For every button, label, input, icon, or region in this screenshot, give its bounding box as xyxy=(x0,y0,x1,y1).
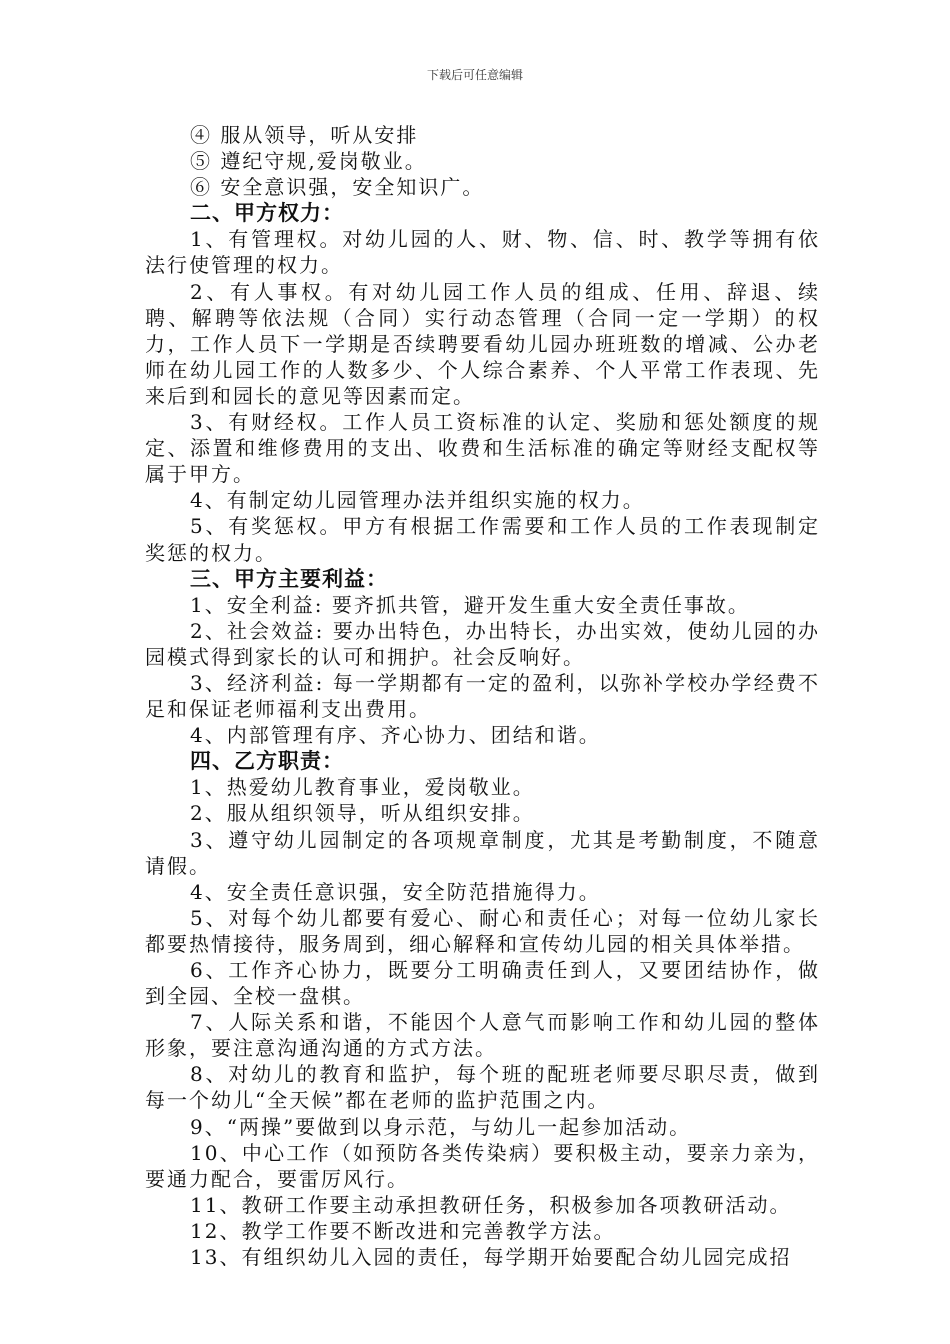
paragraph: 4、安全责任意识强，安全防范措施得力。 xyxy=(190,879,601,904)
paragraph: 5、有奖惩权。甲方有根据工作需要和工作人员的工作表现制定奖惩的权力。 xyxy=(145,514,820,565)
paragraph: ⑥ 安全意识强，安全知识广。 xyxy=(190,175,485,200)
paragraph: 3、有财经权。工作人员工资标准的认定、奖励和惩处额度的规定、添置和维修费用的支出、收费和生活标准的确定等财经支配权等属于甲方。 xyxy=(145,410,820,487)
paragraph: 10、中心工作（如预防各类传染病）要积极主动，要亲力亲为，要通力配合，要雷厉风行。 xyxy=(145,1140,820,1191)
paragraph: 2、服从组织领导，听从组织安排。 xyxy=(190,801,535,826)
paragraph: 1、安全利益: 要齐抓共管，避开发生重大安全责任事故。 xyxy=(190,592,750,617)
paragraph: 5、对每个幼儿都要有爱心、耐心和责任心；对每一位幼儿家长都要热情接待，服务周到，细心解释和宣传幼儿园的相关具体举措。 xyxy=(145,905,820,956)
paragraph: 12、教学工作要不断改进和完善教学方法。 xyxy=(190,1218,616,1243)
paragraph: 3、遵守幼儿园制定的各项规章制度，尤其是考勤制度，不随意请假。 xyxy=(145,827,820,878)
paragraph: ⑤ 遵纪守规,爱岗敬业。 xyxy=(190,149,427,174)
paragraph: 1、热爱幼儿教育事业，爱岗敬业。 xyxy=(190,775,535,800)
paragraph: 9、“两操”要做到以身示范，与幼儿一起参加活动。 xyxy=(190,1114,692,1139)
paragraph: 2、有人事权。有对幼儿园工作人员的组成、任用、辞退、续聘、解聘等依法规（合同）实行动态管理（合同一定一学期）的权力，工作人员下一学期是否续聘要看幼儿园办班班数的增减、公办老师在幼儿园工作的人数多少、个人综合素养、个人平常工作表现、先来后到和园长的意见等因素而定。 xyxy=(145,279,820,408)
paragraph: 3、经济利益: 每一学期都有一定的盈利，以弥补学校办学经费不足和保证老师福利支出费用。 xyxy=(145,670,820,722)
paragraph: 4、有制定幼儿园管理办法并组织实施的权力。 xyxy=(190,488,645,513)
paragraph: 8、对幼儿的教育和监护，每个班的配班老师要尽职尽责，做到每一个幼儿“全天候”都在老师的监护范围之内。 xyxy=(145,1062,820,1113)
paragraph: 11、教研工作要主动承担教研任务，积极参加各项教研活动。 xyxy=(190,1192,792,1217)
section-heading: 三、甲方主要利益： xyxy=(190,566,388,591)
section-heading: 四、乙方职责： xyxy=(190,749,344,774)
paragraph: 1、有管理权。对幼儿园的人、财、物、信、时、教学等拥有依法行使管理的权力。 xyxy=(145,227,820,278)
paragraph: 13、有组织幼儿入园的责任，每学期开始要配合幼儿园完成招 xyxy=(190,1245,792,1270)
paragraph: 2、社会效益: 要办出特色，办出特长，办出实效，使幼儿园的办园模式得到家长的认可和拥护。社会反响好。 xyxy=(145,618,820,669)
paragraph: ④ 服从领导，听从安排 xyxy=(190,123,419,147)
document-body xyxy=(145,122,820,1270)
page-header: 下载后可任意编辑 xyxy=(426,68,523,82)
paragraph: 7、人际关系和谐，不能因个人意气而影响工作和幼儿园的整体形象，要注意沟通沟通的方式方法。 xyxy=(145,1010,820,1061)
paragraph: 6、工作齐心协力，既要分工明确责任到人，又要团结协作，做到全园、全校一盘棋。 xyxy=(145,958,820,1009)
paragraph: 4、内部管理有序、齐心协力、团结和谐。 xyxy=(190,723,601,748)
section-heading: 二、甲方权力： xyxy=(190,201,344,226)
